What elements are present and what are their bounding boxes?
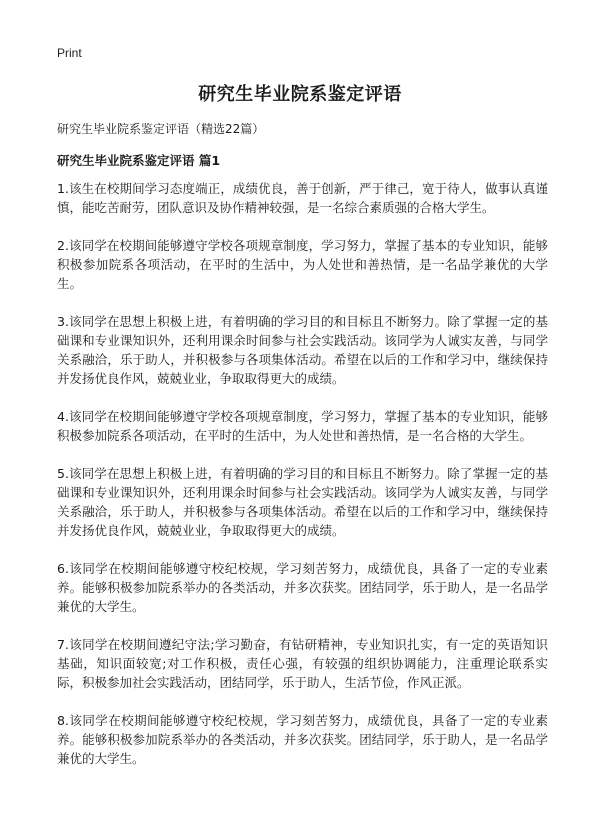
list-item: 5.该同学在思想上积极上进，有着明确的学习目的和目标且不断努力。除了掌握一定的基础课和专业课知识外，还利用课余时间参与社会实践活动。该同学为人诚实友善，与同学关系融洽，乐于助人，并积极参与各项集体活动。希望在以后的工作和学习中，继续保持并发扬优良作风，兢兢业业，争取取得更大的成绩。 xyxy=(57,466,548,538)
page-title: 研究生毕业院系鉴定评语 xyxy=(198,84,402,105)
list-item: 4.该同学在校期间能够遵守学校各项规章制度，学习努力，掌握了基本的专业知识，能够积极参加院系各项活动，在平时的生活中，为人处世和善热情，是一名合格的大学生。 xyxy=(57,409,548,443)
list-item: 1.该生在校期间学习态度端正，成绩优良，善于创新，严于律己，宽于待人，做事认真谨慎，能吃苦耐劳，团队意识及协作精神较强，是一名综合素质强的合格大学生。 xyxy=(57,181,548,215)
document-subtitle: 研究生毕业院系鉴定评语（精选22篇） xyxy=(57,122,265,136)
evaluation-list xyxy=(57,179,548,787)
list-item: 2.该同学在校期间能够遵守学校各项规章制度，学习努力，掌握了基本的专业知识，能够积极参加院系各项活动，在平时的生活中，为人处世和善热情，是一名品学兼优的大学生。 xyxy=(57,238,548,291)
list-item: 7.该同学在校期间遵纪守法;学习勤奋，有钻研精神，专业知识扎实，有一定的英语知识基础，知识面较宽;对工作积极，责任心强，有较强的组织协调能力，注重理论联系实际，积极参加社会实践活动，团结同学，乐于助人，生活节俭，作风正派。 xyxy=(57,637,548,690)
list-item: 3.该同学在思想上积极上进，有着明确的学习目的和目标且不断努力。除了掌握一定的基础课和专业课知识外，还利用课余时间参与社会实践活动。该同学为人诚实友善，与同学关系融洽，乐于助人，并积极参与各项集体活动。希望在以后的工作和学习中，继续保持并发扬优良作风，兢兢业业，争取取得更大的成绩。 xyxy=(57,314,548,386)
list-item: 6.该同学在校期间能够遵守校纪校规，学习刻苦努力，成绩优良，具备了一定的专业素养。能够积极参加院系举办的各类活动，并多次获奖。团结同学，乐于助人，是一名品学兼优的大学生。 xyxy=(57,561,548,614)
section-heading: 研究生毕业院系鉴定评语 篇1 xyxy=(57,153,221,168)
list-item: 8.该同学在校期间能够遵守校纪校规，学习刻苦努力，成绩优良，具备了一定的专业素养。能够积极参加院系举办的各类活动，并多次获奖。团结同学，乐于助人，是一名品学兼优的大学生。 xyxy=(57,713,548,766)
print-link[interactable]: Print xyxy=(57,46,82,60)
